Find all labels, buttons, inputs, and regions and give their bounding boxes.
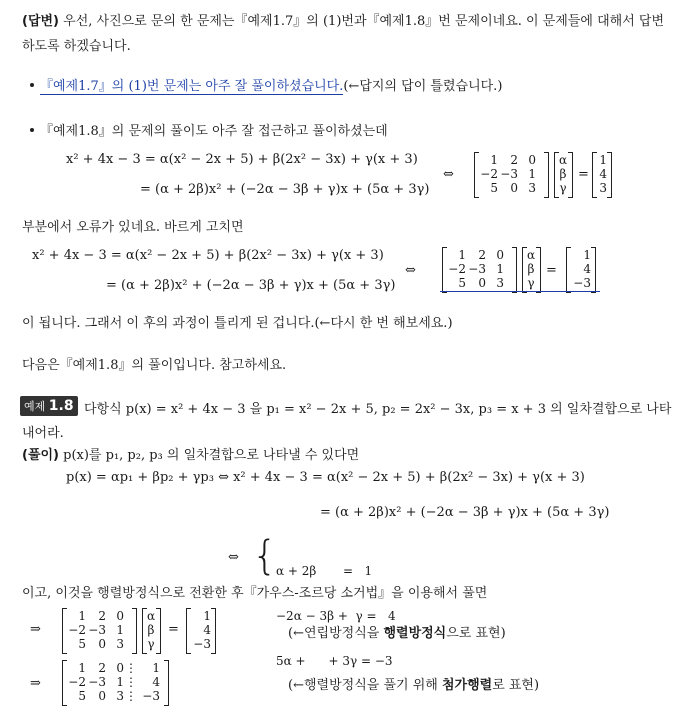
solution-intro: (풀이) p(x)를 p₁, p₂, p₃ 의 일차결합으로 나타낼 수 있다면 — [22, 448, 360, 463]
fix-text: 부분에서 오류가 있네요. 바르게 고치면 — [22, 220, 244, 235]
implies-arrow: ⇒ — [30, 622, 41, 637]
bullet1 — [40, 75, 502, 94]
note-matrix-equation: (←연립방정식을 행렬방정식으로 표현) — [288, 626, 506, 641]
var-vector: α β γ — [146, 609, 156, 651]
bullet1-note: (←답지의 답이 틀렸습니다.) — [343, 79, 503, 94]
result-text: 이 됩니다. 그래서 이 후의 과정이 틀리게 된 겁니다.(←다시 한 번 해보세요.) — [22, 316, 453, 331]
augmented-entries: 1 2 0 ⋮ 1 −2 −3 1 ⋮ 4 5 0 3 ⋮ −3 — [68, 661, 160, 703]
coef-matrix: 1 2 0 −2 −3 1 5 0 3 — [480, 153, 536, 195]
blue-underline — [440, 291, 600, 292]
rhs-vector-2: 1 4 −3 — [573, 248, 591, 290]
problem-line1: 다항식 p(x) = x² + 4x − 3 을 p₁ = x² − 2x + 5, p₂ = 2x² − 3x, p₃ = x + 3 의 일차결합으로 나타 — [84, 402, 672, 417]
bullet1-link[interactable]: 『예제1.7』의 (1)번 문제는 아주 잘 풀이하셨습니다. — [40, 79, 344, 94]
example-badge: 예제 1.8 — [20, 396, 78, 416]
equation-system: α + 2β = 1 −2α − 3β + γ = 4 5α + + 3γ = −3 — [276, 564, 396, 668]
iff-symbol: ⇔ — [405, 263, 416, 278]
rhs-vector-1: 1 4 3 — [599, 153, 607, 195]
sol-eq1: p(x) = αp₁ + βp₂ + γp₃ ⇔ x² + 4x − 3 = α(x² − 2x + 5) + β(2x² − 3x) + γ(x + 3) — [66, 470, 585, 485]
eq1b: = (α + 2β)x² + (−2α − 3β + γ)x + (5α + 3γ) — [140, 182, 430, 197]
iff-symbol: ⇔ — [443, 167, 454, 182]
var-vector: α β γ — [526, 248, 536, 290]
answer-label: (답변) — [22, 14, 59, 29]
intro-line1: 우선, 사진으로 문의 한 문제는『예제1.7』의 (1)번과『예제1.8』번 문제이네요. 이 문제들에 대해서 답변 — [59, 14, 665, 29]
problem-line2: 내어라. — [22, 426, 64, 441]
answer-intro — [22, 10, 664, 29]
iff-symbol: ⇔ — [228, 550, 239, 565]
solution-label: (풀이) — [22, 448, 59, 463]
var-vector: α β γ — [558, 153, 568, 195]
eq2a: x² + 4x − 3 = α(x² − 2x + 5) + β(2x² − 3x) + γ(x + 3) — [32, 248, 384, 263]
bullet-dot — [30, 83, 34, 87]
next-text: 다음은『예제1.8』의 풀이입니다. 참고하세요. — [22, 358, 287, 373]
bullet2: 『예제1.8』의 문제의 풀이도 아주 잘 접근하고 풀이하셨는데 — [40, 124, 388, 139]
note-augmented: (←행렬방정식을 풀기 위해 첨가행렬로 표현) — [288, 678, 540, 693]
intro-line2: 하도록 하겠습니다. — [22, 39, 131, 54]
eq2b: = (α + 2β)x² + (−2α − 3β + γ)x + (5α + 3γ) — [106, 278, 396, 293]
system-brace: { — [252, 533, 278, 579]
coef-matrix: 1 2 0 −2 −3 1 5 0 3 — [448, 248, 504, 290]
convert-text: 이고, 이것을 행렬방정식으로 전환한 후『가우스-조르당 소거법』을 이용해서 풀면 — [22, 586, 488, 601]
coef-matrix: 1 2 0 −2 −3 1 5 0 3 — [68, 609, 124, 651]
bullet-dot — [30, 128, 34, 132]
sol-eq2: = (α + 2β)x² + (−2α − 3β + γ)x + (5α + 3γ) — [320, 505, 610, 520]
implies-arrow: ⇒ — [30, 676, 41, 691]
eq1a: x² + 4x − 3 = α(x² − 2x + 5) + β(2x² − 3x) + γ(x + 3) — [66, 152, 418, 167]
rhs-vector: 1 4 −3 — [193, 609, 211, 651]
